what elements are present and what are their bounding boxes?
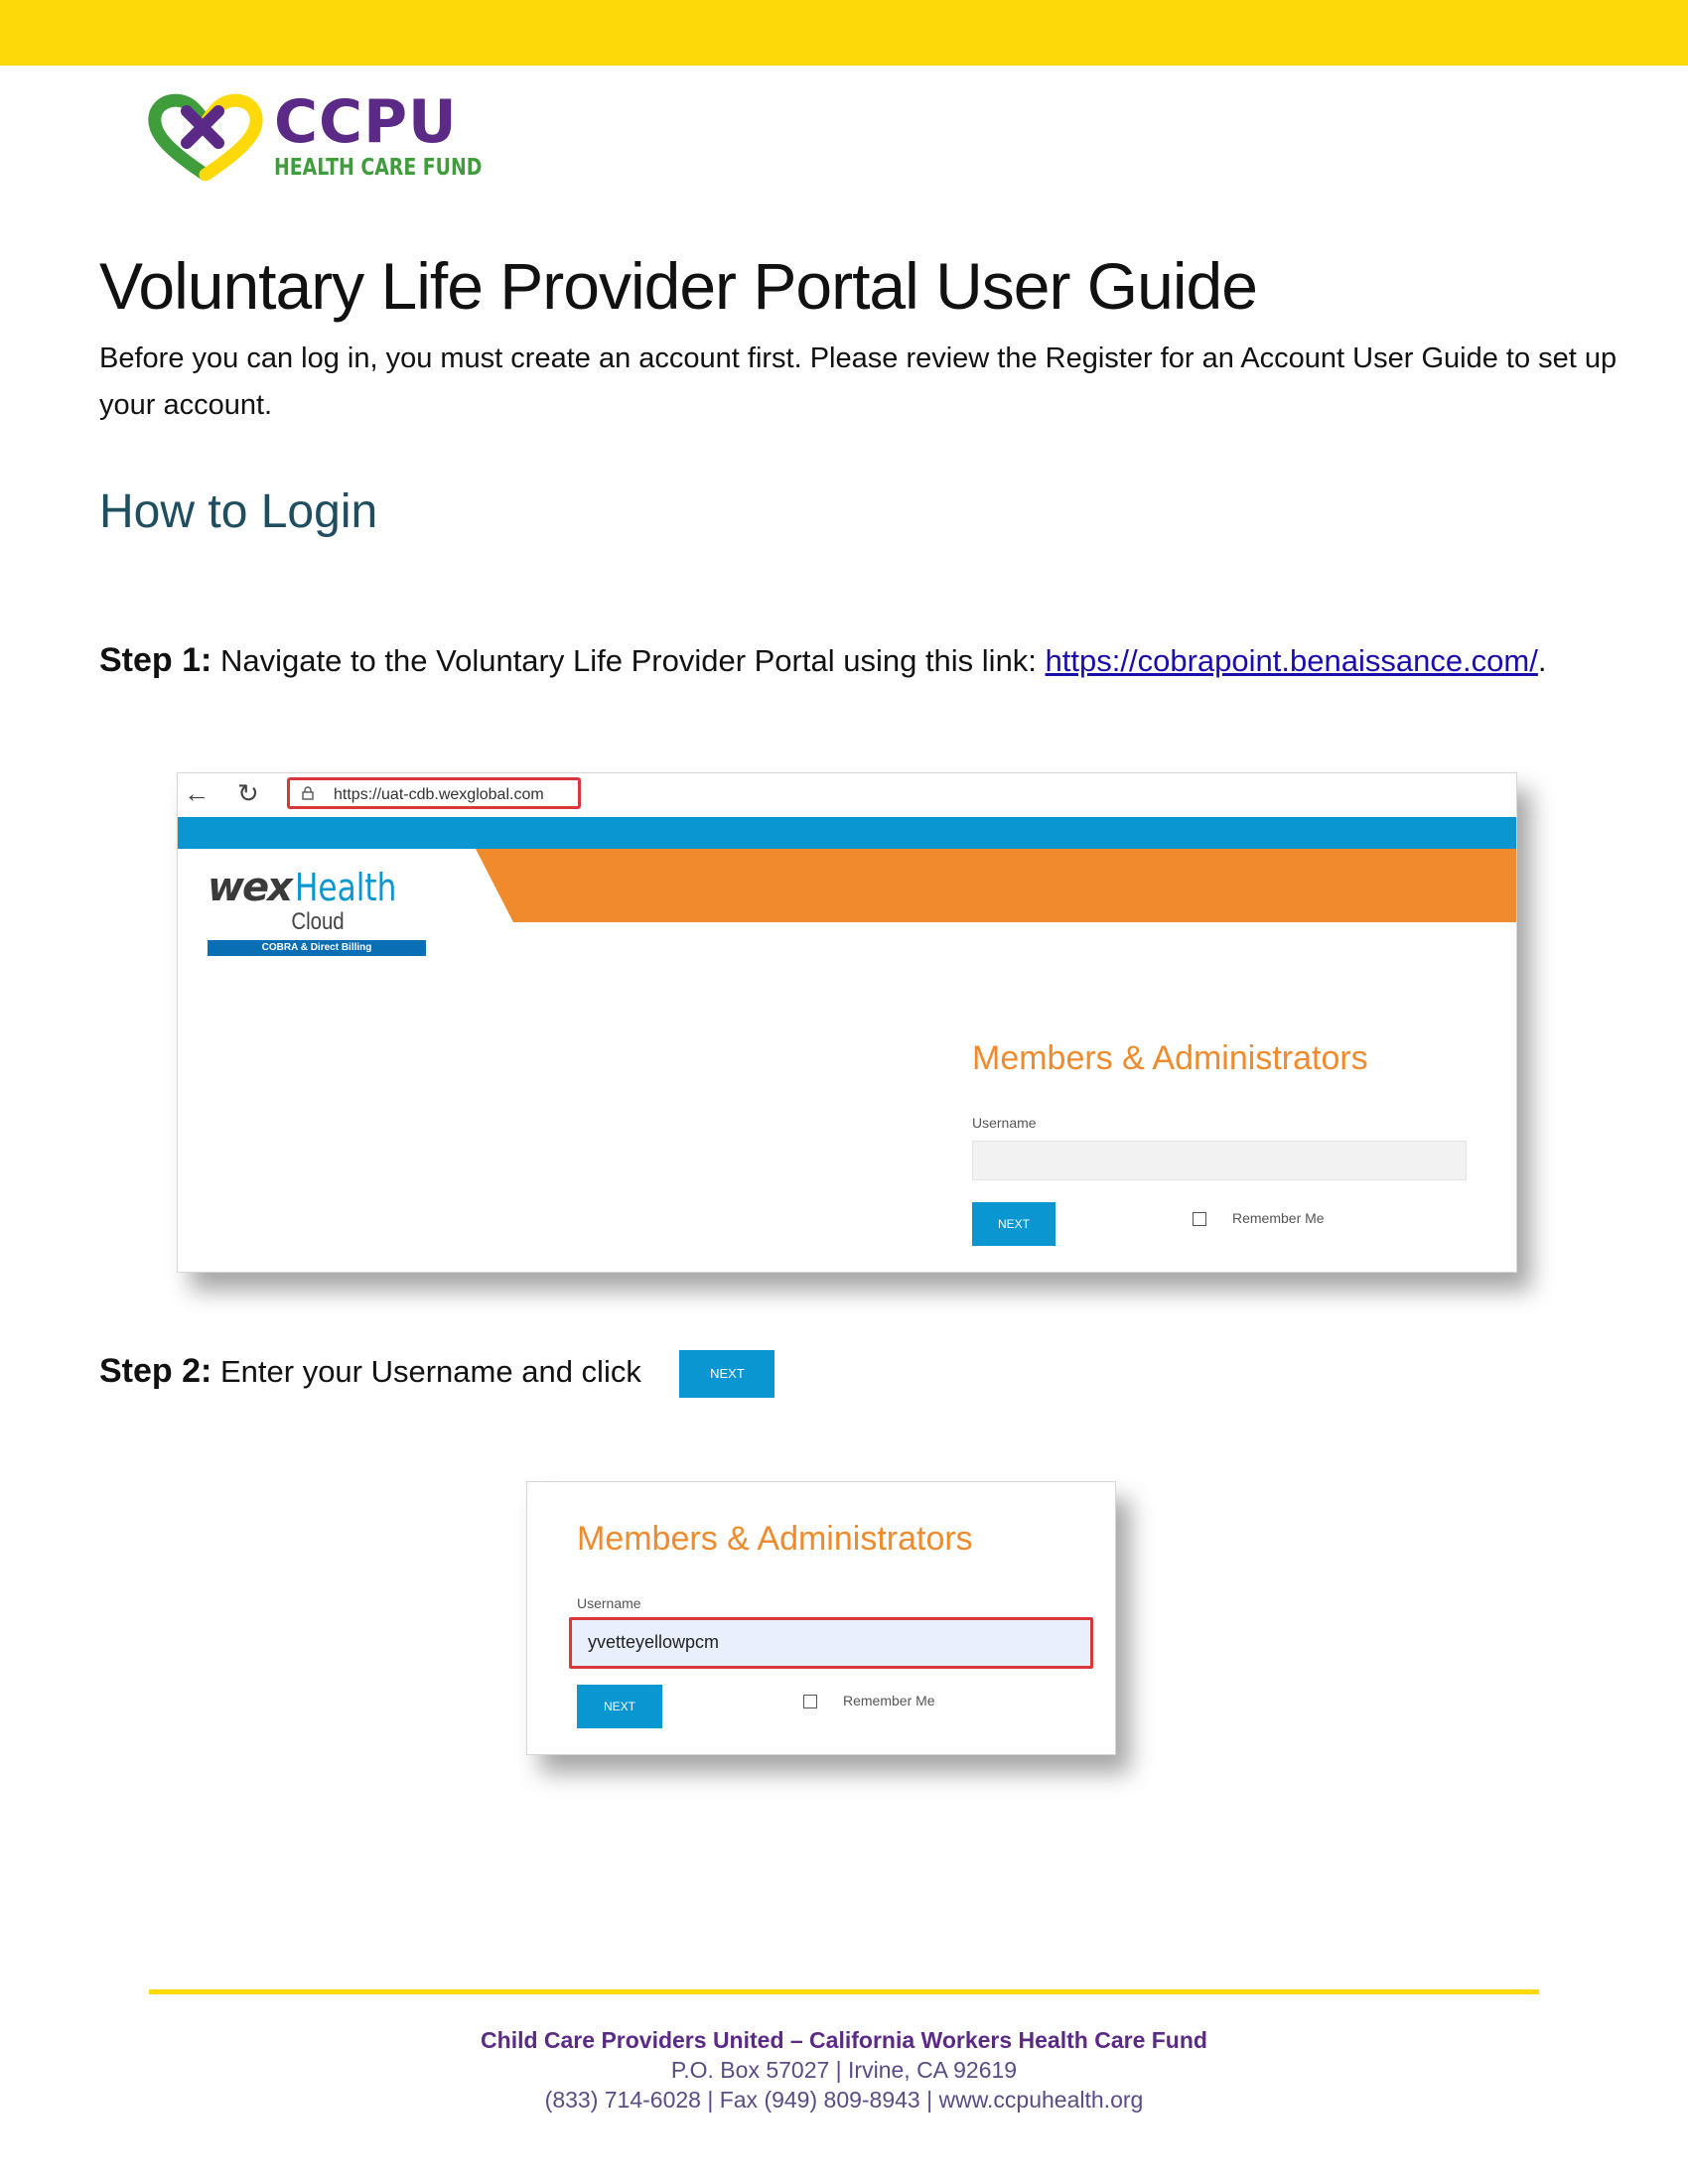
top-yellow-bar	[0, 0, 1688, 66]
wex-wordmark: wex	[208, 865, 291, 910]
cloud-wordmark: Cloud	[291, 908, 345, 935]
heart-logo-icon	[147, 89, 264, 181]
lock-icon	[302, 786, 314, 800]
health-wordmark: Health	[295, 866, 397, 909]
header-blue-band	[178, 817, 1516, 849]
step-1-text: Navigate to the Voluntary Life Provider Portal using this link:	[219, 643, 1037, 678]
header-orange-band	[476, 849, 1516, 922]
username-entry-screenshot	[526, 1481, 1116, 1755]
next-button[interactable]: NEXT	[972, 1202, 1055, 1246]
login-page-screenshot	[177, 772, 1517, 1273]
logo-name: CCPU	[274, 87, 458, 157]
portal-link[interactable]: https://cobrapoint.benaissance.com/	[1045, 643, 1538, 678]
url-text: https://uat-cdb.wexglobal.com	[334, 786, 544, 803]
step-1	[99, 641, 1546, 680]
remember-me-label: Remember Me	[843, 1693, 935, 1708]
address-bar[interactable]	[287, 777, 581, 809]
login-heading: Members & Administrators	[577, 1520, 973, 1558]
step-1-label: Step 1:	[99, 641, 212, 679]
step-2-text: Enter your Username and click	[219, 1354, 641, 1390]
back-arrow-icon[interactable]: ←	[184, 778, 210, 808]
username-input[interactable]	[972, 1141, 1467, 1180]
footer-contact: (833) 714-6028 | Fax (949) 809-8943 | www.ccpuhealth.org	[544, 2087, 1144, 2113]
footer-address: P.O. Box 57027 | Irvine, CA 92619	[670, 2057, 1018, 2083]
reload-icon[interactable]: ↻	[237, 778, 259, 808]
remember-me-checkbox[interactable]	[1193, 1212, 1206, 1226]
footer	[0, 2025, 1688, 2115]
remember-me-label: Remember Me	[1232, 1210, 1325, 1226]
footer-divider	[149, 1989, 1539, 1994]
step-2	[99, 1350, 774, 1398]
page-title: Voluntary Life Provider Portal User Guide	[99, 249, 1257, 323]
remember-me-checkbox[interactable]	[803, 1695, 817, 1708]
section-heading: How to Login	[99, 485, 378, 538]
wex-health-logo	[208, 865, 428, 956]
next-button[interactable]: NEXT	[577, 1685, 662, 1728]
username-input-filled[interactable]: yvetteyellowpcm	[569, 1617, 1093, 1669]
ccpu-logo	[147, 89, 485, 181]
step-2-label: Step 2:	[99, 1352, 212, 1391]
logo-subtitle: HEALTH CARE FUND	[274, 155, 483, 181]
step-1-period: .	[1537, 643, 1547, 678]
username-label: Username	[577, 1595, 641, 1611]
login-heading: Members & Administrators	[972, 1039, 1368, 1077]
inline-next-button: NEXT	[679, 1350, 774, 1398]
footer-organization: Child Care Providers United – California Workers Health Care Fund	[481, 2027, 1207, 2053]
wex-tagline: COBRA & Direct Billing	[208, 940, 426, 956]
intro-paragraph: Before you can log in, you must create an account first. Please review the Register for an Account User Guide to set up your account.	[99, 342, 1618, 421]
browser-toolbar	[178, 773, 1516, 818]
username-label: Username	[972, 1115, 1037, 1131]
